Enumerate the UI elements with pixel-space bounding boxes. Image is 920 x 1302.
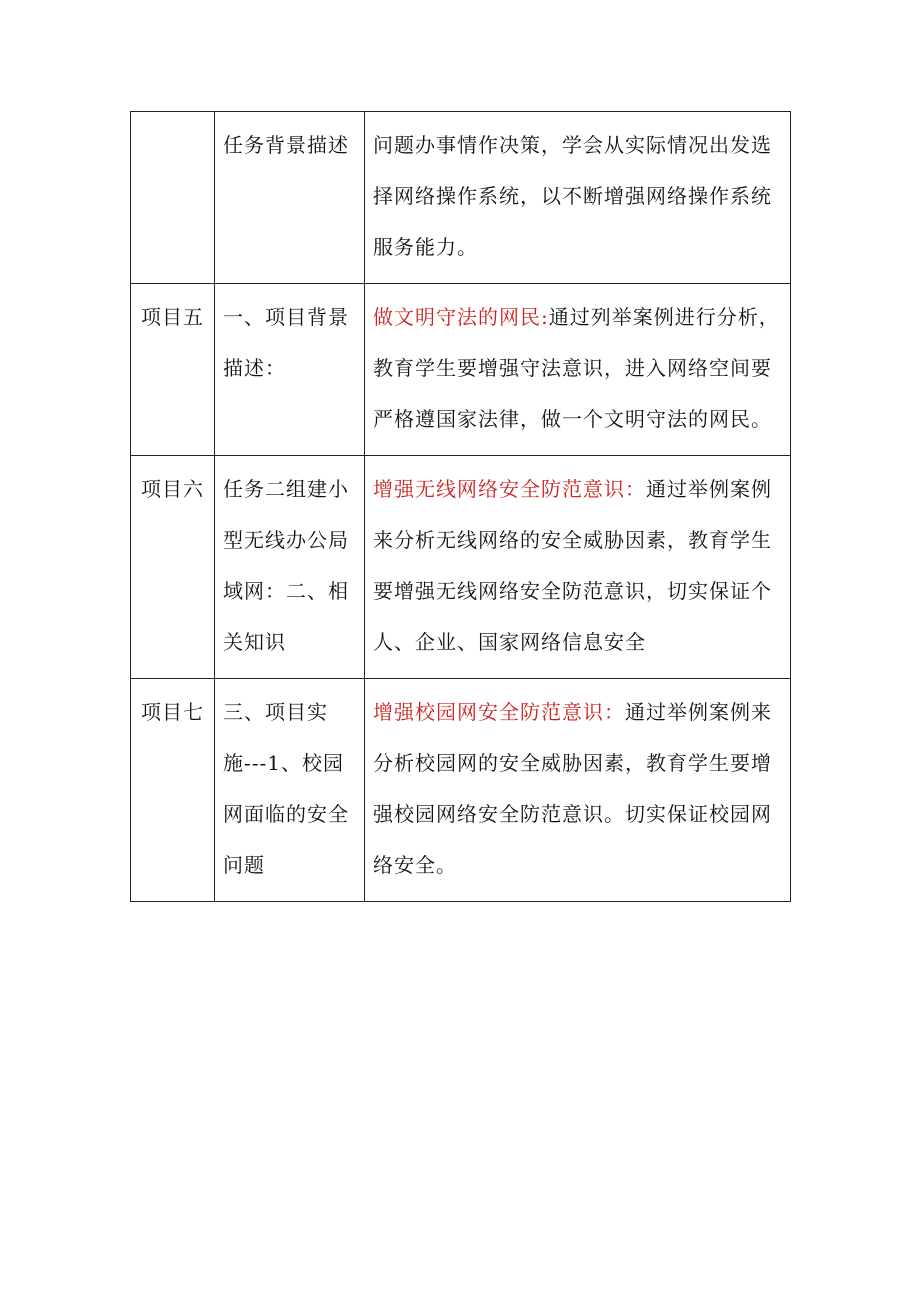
section-cell: 任务二组建小型无线办公局域网：二、相关知识	[215, 456, 365, 679]
description-text: 通过举例案例来分析校园网的安全威胁因素，教育学生要增强校园网络安全防范意识。切实保证校园网络安全。	[373, 700, 772, 877]
description-text: 问题办事情作决策，学会从实际情况出发选择网络操作系统，以不断增强网络操作系统服务能力。	[373, 133, 772, 259]
table-row	[131, 112, 791, 284]
project-cell	[131, 112, 215, 284]
project-cell: 项目七	[131, 679, 215, 902]
description-cell	[365, 112, 791, 284]
section-cell: 一、项目背景描述：	[215, 284, 365, 456]
description-cell	[365, 284, 791, 456]
section-cell: 任务背景描述	[215, 112, 365, 284]
description-text: 通过列举案例进行分析，教育学生要增强守法意识，进入网络空间要严格遵国家法律，做一个文明守法的网民。	[373, 305, 780, 431]
highlight-text: 做文明守法的网民:	[373, 305, 549, 329]
table-row	[131, 456, 791, 679]
project-cell: 项目五	[131, 284, 215, 456]
section-cell: 三、项目实施---1、校园网面临的安全问题	[215, 679, 365, 902]
highlight-text: 增强校园网安全防范意识：	[373, 700, 625, 724]
description-text: 通过举例案例来分析无线网络的安全威胁因素，教育学生要增强无线网络安全防范意识，切实保证个人、企业、国家网络信息安全	[373, 477, 772, 654]
highlight-text: 增强无线网络安全防范意识：	[373, 477, 646, 501]
description-cell	[365, 679, 791, 902]
course-content-table	[130, 111, 791, 902]
table-row	[131, 284, 791, 456]
description-cell	[365, 456, 791, 679]
project-cell: 项目六	[131, 456, 215, 679]
table-row	[131, 679, 791, 902]
